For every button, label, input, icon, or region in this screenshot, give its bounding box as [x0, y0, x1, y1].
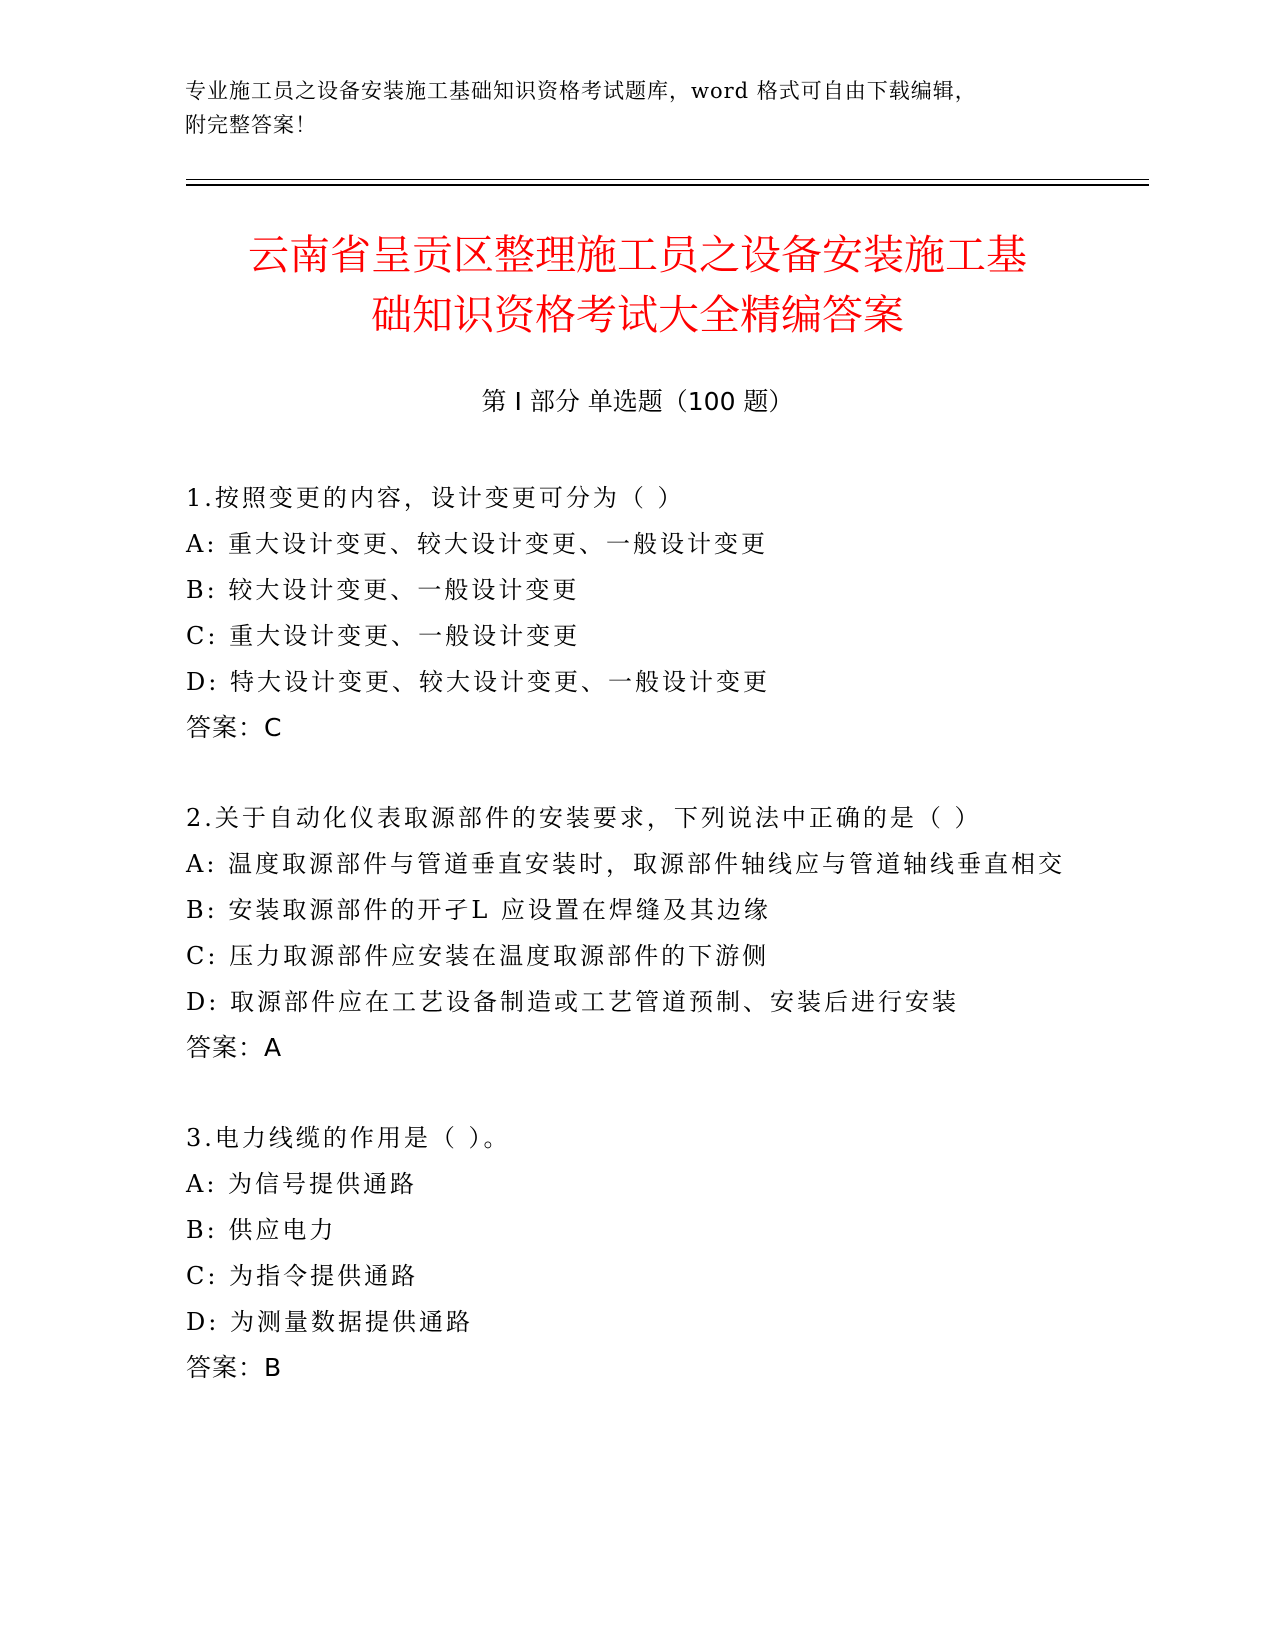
option-d: D: 为测量数据提供通路: [186, 1308, 473, 1336]
question-list: [186, 475, 1086, 1435]
question-item: [186, 795, 1086, 1071]
option-c: C: 压力取源部件应安装在温度取源部件的下游侧: [186, 942, 770, 970]
option-b: B: 供应电力: [186, 1216, 337, 1244]
document-title-line-2: 础知识资格考试大全精编答案: [371, 291, 904, 339]
answer-label: 答案：A: [186, 1033, 283, 1062]
header-divider-thin: [186, 179, 1149, 180]
option-d: D: 取源部件应在工艺设备制造或工艺管道预制、安装后进行安装: [186, 988, 959, 1016]
option-b: B: 安装取源部件的开孑L 应设置在焊缝及其边缘: [186, 896, 771, 924]
header-divider-thick: [186, 184, 1149, 186]
header-note: [185, 74, 1085, 142]
document-title: [120, 225, 1155, 345]
question-stem: 2.关于自动化仪表取源部件的安装要求，下列说法中正确的是（ ）: [186, 804, 982, 832]
option-a: A: 重大设计变更、较大设计变更、一般设计变更: [186, 530, 769, 558]
option-d: D: 特大设计变更、较大设计变更、一般设计变更: [186, 668, 770, 696]
question-stem: 3.电力线缆的作用是（ ）。: [186, 1124, 511, 1152]
option-c: C: 重大设计变更、一般设计变更: [186, 622, 581, 650]
option-a: A: 为信号提供通路: [186, 1170, 418, 1198]
question-item: [186, 475, 1086, 751]
section-heading: 第 I 部分 单选题（100 题）: [481, 387, 794, 416]
option-a: A: 温度取源部件与管道垂直安装时，取源部件轴线应与管道轴线垂直相交: [186, 850, 1066, 878]
header-note-line-2: 附完整答案！: [185, 113, 317, 137]
question-item: [186, 1115, 1086, 1391]
question-stem: 1.按照变更的内容，设计变更可分为（ ）: [186, 484, 685, 512]
answer-label: 答案：B: [186, 1353, 283, 1382]
option-c: C: 为指令提供通路: [186, 1262, 419, 1290]
option-b: B: 较大设计变更、一般设计变更: [186, 576, 580, 604]
document-title-line-1: 云南省呈贡区整理施工员之设备安装施工基: [248, 231, 1027, 279]
answer-label: 答案：C: [186, 713, 283, 742]
header-note-line-1: 专业施工员之设备安装施工基础知识资格考试题库，word 格式可自由下载编辑，: [185, 79, 977, 103]
